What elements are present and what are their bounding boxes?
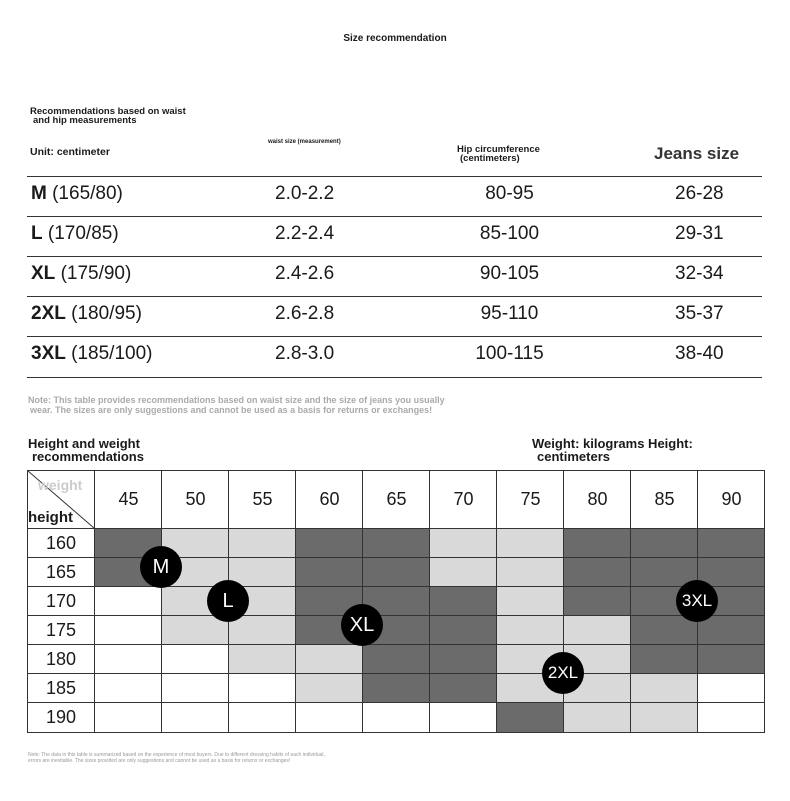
grid-cell [429,702,496,732]
table-divider [27,377,762,378]
jeans-cell: 26-28 [675,183,724,204]
hip-header [457,145,540,163]
grid-cell [697,673,764,703]
jeans-cell: 38-40 [675,343,724,364]
size-cell [31,263,131,285]
height-row-label-170: 170 [28,586,94,616]
weight-header-55: 55 [228,471,296,528]
grid-cell [228,673,295,703]
grid-cell [362,644,429,674]
weight-header-50: 50 [161,471,229,528]
weight-header-60: 60 [295,471,363,528]
jeans-header: Jeans size [654,144,740,163]
size-hw: (175/90) [60,263,132,284]
footnote [28,752,325,764]
grid-cell [295,528,362,558]
size-table-note [28,395,445,415]
hip-header-line-2: (centimeters) [460,153,520,164]
size-hw: (185/100) [71,343,153,364]
grid-cell [630,702,697,732]
grid-cell [496,586,563,616]
grid-cell [362,557,429,587]
weight-header-45: 45 [94,471,162,528]
jeans-cell: 35-37 [675,303,724,324]
grid-cell [94,586,161,616]
grid-cell [228,615,295,645]
height-row-label-190: 190 [28,702,94,732]
page-title: Size recommendation [343,33,447,44]
weight-corner-label: weight [38,477,83,493]
size-hw: (165/80) [52,183,123,204]
size-name: 3XL [31,343,66,364]
footnote-line-1: Note: The data in this table is summarized based on the experience of most buyers. Due to different dressing habits of each individual, [28,752,325,758]
size-badge-3xl: 3XL [676,580,718,622]
height-row-label-175: 175 [28,615,94,645]
height-weight-title [28,437,144,463]
grid-cell [295,644,362,674]
jeans-cell: 29-31 [675,223,724,244]
waist-cell: 2.2-2.4 [275,223,335,244]
size-badge-l: L [207,580,249,622]
grid-cell [697,528,764,558]
unit-line-1: Weight: kilograms Height: [532,436,693,451]
size-row [27,296,762,336]
rec-heading-line-1: Recommendations based on waist [30,106,186,117]
grid-cell [563,586,630,616]
grid-cell [630,673,697,703]
grid-cell [161,673,228,703]
hip-cell: 95-110 [480,303,539,324]
height-row-label-165: 165 [28,557,94,587]
grid-cell [295,557,362,587]
grid-cell [94,673,161,703]
size-row [27,336,762,376]
grid-cell [496,528,563,558]
grid-cell [697,702,764,732]
grid-cell [228,644,295,674]
height-row-label-160: 160 [28,528,94,558]
size-cell [31,303,142,325]
grid-cell [496,615,563,645]
size-name: XL [31,263,56,284]
height-row-label-185: 185 [28,673,94,703]
height-row-label-180: 180 [28,644,94,674]
grid-cell [697,644,764,674]
size-badge-xl: XL [341,604,383,646]
footnote-line-2: errors are inevitable. The sizes provided are only suggestions and cannot be used as a basis for returns or exchanges! [28,758,291,764]
weight-header-65: 65 [362,471,430,528]
note-line-1: Note: This table provides recommendations based on waist size and the size of jeans you usually [28,395,445,405]
grid-cell [429,586,496,616]
hip-cell: 90-105 [479,263,540,284]
note-line-2: wear. The sizes are only suggestions and cannot be used as a basis for returns or exchanges! [30,405,433,415]
size-cell [31,343,152,365]
size-cell [31,183,123,205]
grid-cell [630,644,697,674]
unit-note [532,437,693,463]
height-corner-label: height [28,509,73,526]
hw-title-line-2: recommendations [32,449,144,464]
size-badge-2xl: 2XL [542,652,584,694]
grid-cell [94,702,161,732]
grid-cell [295,702,362,732]
weight-header-85: 85 [630,471,698,528]
grid-cell [94,615,161,645]
size-name: 2XL [31,303,66,324]
grid-cell [228,702,295,732]
waist-cell: 2.8-3.0 [275,343,335,364]
grid-cell [563,702,630,732]
hw-title-line-1: Height and weight [28,436,140,451]
grid-cell [429,673,496,703]
size-row [27,176,762,216]
hip-cell: 85-100 [479,223,540,244]
waist-cell: 2.0-2.2 [275,183,335,204]
grid-cell [563,557,630,587]
waist-cell: 2.4-2.6 [275,263,335,284]
grid-cell [429,615,496,645]
size-cell [31,223,119,245]
grid-cell [161,702,228,732]
size-hw: (170/85) [47,223,119,244]
grid-cell [362,702,429,732]
grid-cell [697,615,764,645]
weight-header-75: 75 [496,471,564,528]
grid-cell [362,673,429,703]
grid-cell [563,615,630,645]
grid-cell [295,673,362,703]
hip-cell: 80-95 [485,183,534,204]
size-name: L [31,223,43,244]
size-row [27,216,762,256]
grid-cell [563,528,630,558]
grid-cell [161,644,228,674]
rec-heading-line-2: and hip measurements [33,115,137,126]
grid-cell [94,644,161,674]
weight-header-90: 90 [697,471,765,528]
grid-cell [429,528,496,558]
grid-cell [429,557,496,587]
waist-header: waist size (measurement) [268,139,341,145]
height-weight-grid [27,470,765,733]
grid-cell [429,644,496,674]
hip-cell: 100-115 [475,343,544,364]
size-hw: (180/95) [71,303,142,324]
weight-header-70: 70 [429,471,497,528]
grid-cell [228,528,295,558]
grid-cell [630,528,697,558]
size-name: M [31,183,47,204]
hip-header-line-1: Hip circumference [457,144,540,155]
waist-cell: 2.6-2.8 [275,303,335,324]
unit-header: Unit: centimeter [30,146,110,158]
grid-cell [496,557,563,587]
recommendation-heading [30,107,186,125]
weight-header-80: 80 [563,471,631,528]
size-row [27,256,762,296]
grid-cell [362,528,429,558]
size-badge-m: M [140,546,182,588]
grid-cell [496,702,563,732]
jeans-cell: 32-34 [675,263,724,284]
unit-line-2: centimeters [537,449,610,464]
